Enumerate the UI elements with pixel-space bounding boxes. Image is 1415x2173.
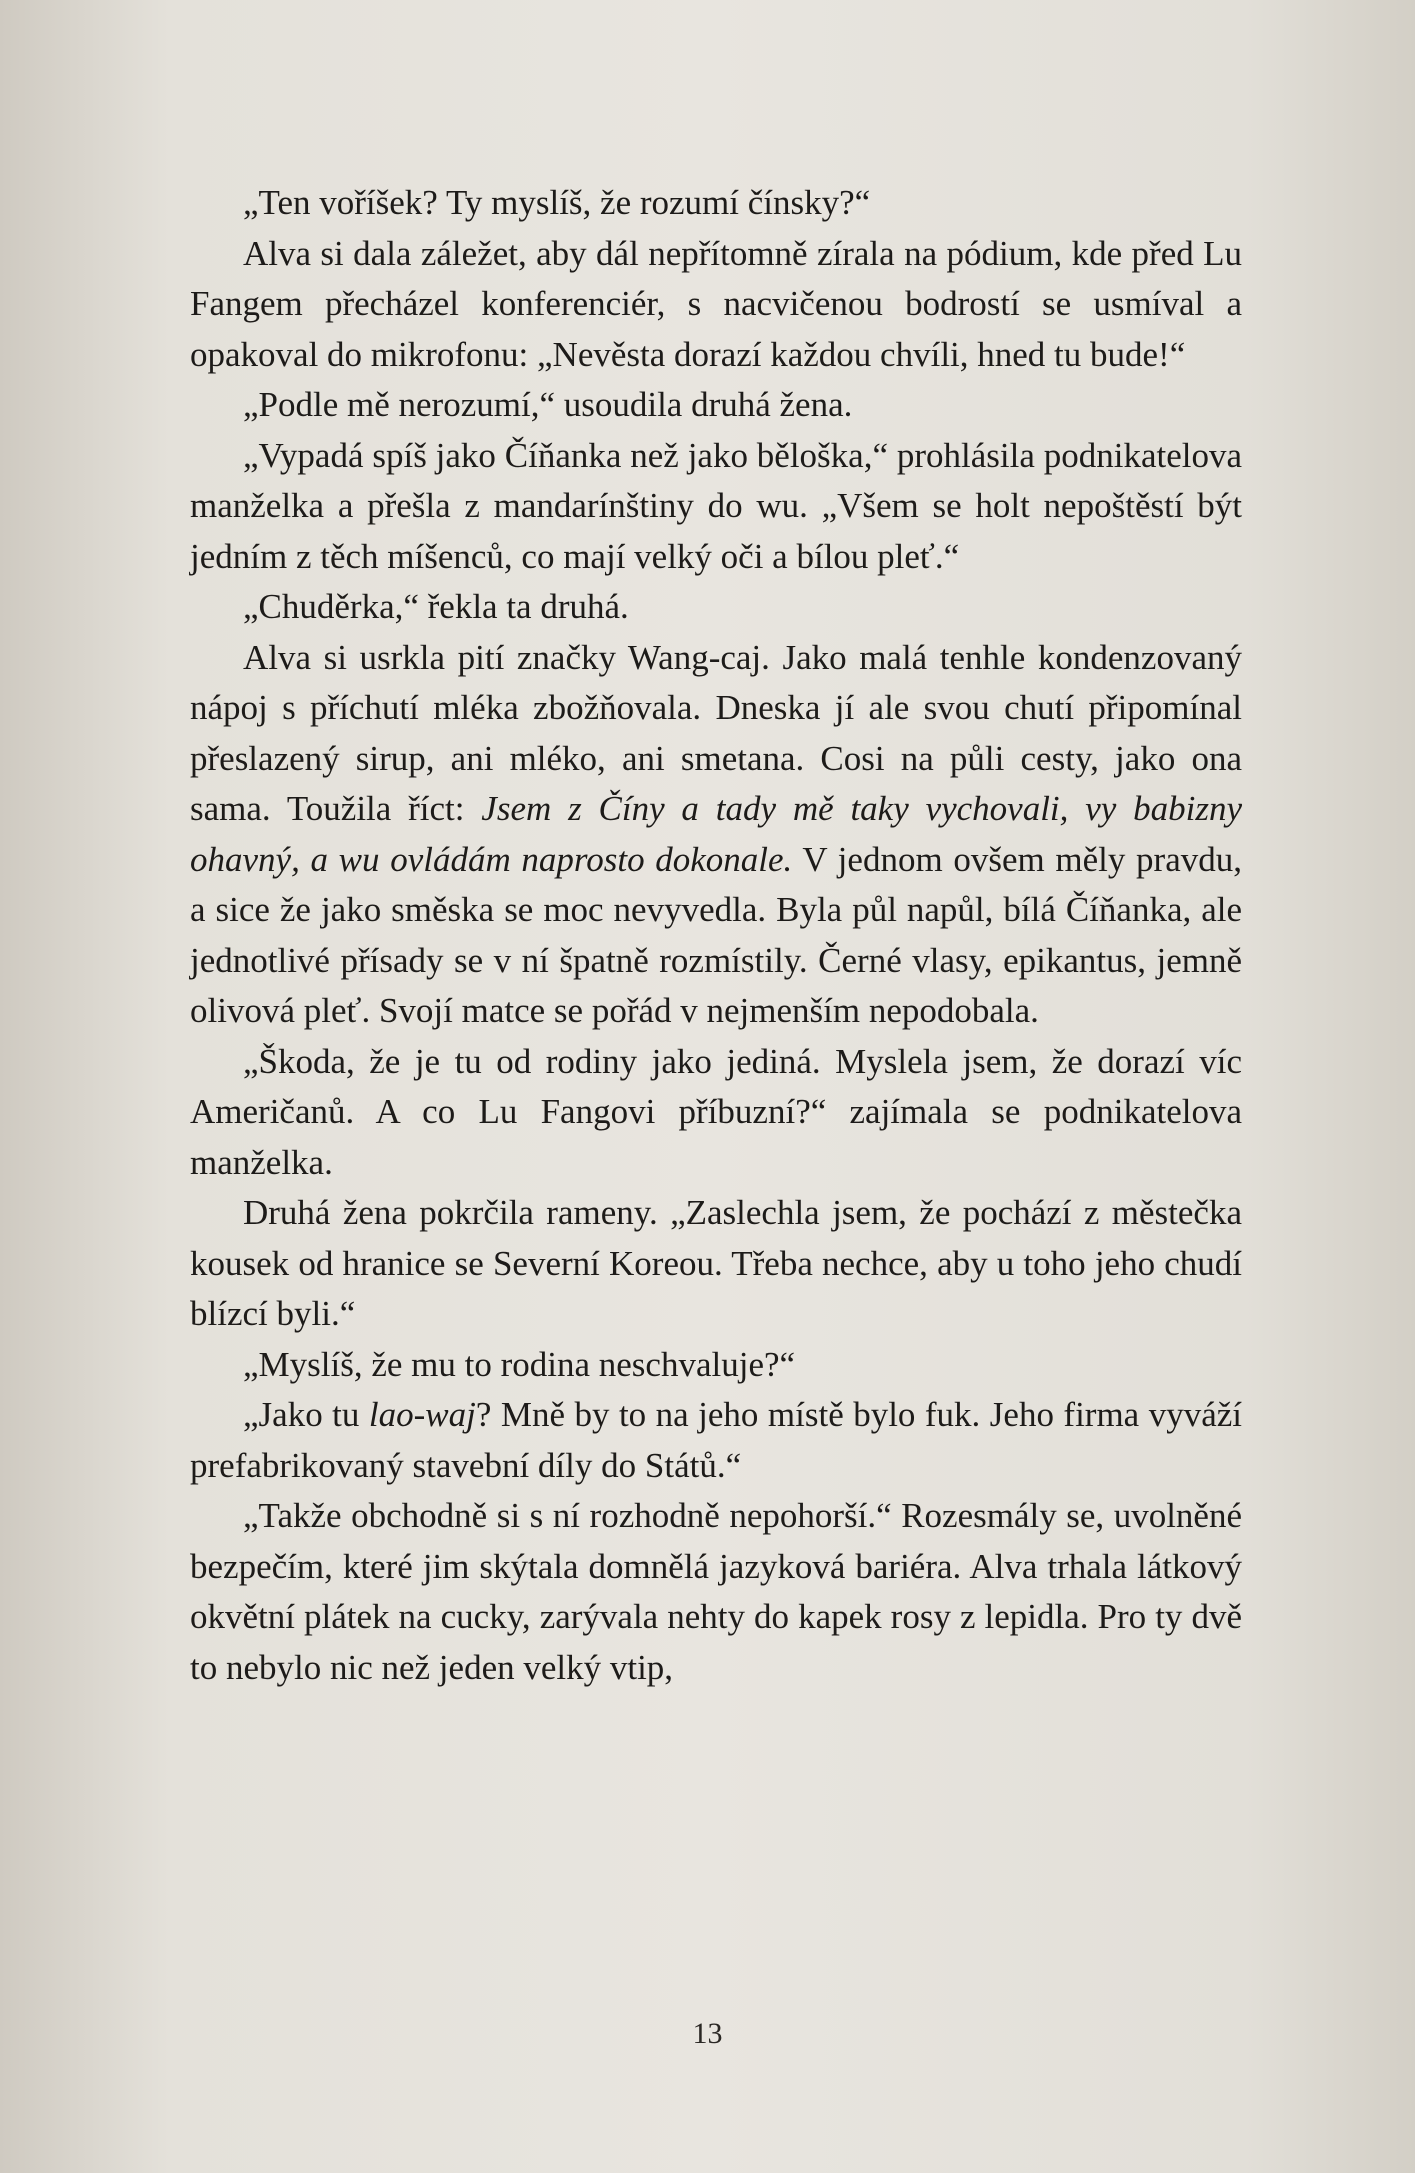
paragraph <box>190 1390 1242 1491</box>
paragraph <box>190 582 1242 633</box>
paragraph-text: „Jako tu <box>243 1395 369 1434</box>
paragraph <box>190 1037 1242 1189</box>
paragraph-text: Alva si dala záležet, aby dál nepřítomně zírala na pódium, kde před Lu Fangem přecházel konferenciér, s nacvičenou bodrostí se usmíval a opakoval do mikrofonu: „Nevěsta dorazí každou chvíli, hned tu bude!“ <box>190 233 1242 374</box>
paragraph-text: „Škoda, že je tu od rodiny jako jediná. Myslela jsem, že dorazí víc Američanů. A co Lu Fangovi příbuzní?“ zajímala se podnikatelova manželka. <box>190 1041 1242 1182</box>
paragraph <box>190 1340 1242 1391</box>
paragraph <box>190 633 1242 1037</box>
paragraph-italic-text: Jsem z Číny a tady mě taky vychovali, vy babizny ohavný, a wu ovládám naprosto dokonale. <box>190 789 1242 879</box>
paragraph-text: „Takže obchodně si s ní rozhodně nepohorší.“ Rozesmály se, uvolněné bezpečím, které jim skýtala domnělá jazyková bariéra. Alva trhala látkový okvětní plátek na cucky, zarývala nehty do kapek rosy z lepidla. Pro ty dvě to nebylo nic než jeden velký vtip, <box>190 1496 1242 1687</box>
paragraph-text: „Ten voříšek? Ty myslíš, že rozumí čínsky?“ <box>243 183 871 222</box>
paragraph <box>190 178 1242 229</box>
paragraph-text: „Chuděrka,“ řekla ta druhá. <box>243 587 629 626</box>
paragraph-text: Alva si usrkla pití značky Wang-caj. Jako malá tenhle kondenzovaný nápoj s příchutí mléka zbožňovala. Dneska jí ale svou chutí připomínal přeslazený sirup, ani mléko, ani smetana. Cosi na půli cesty, jako ona sama. Toužila říct: <box>190 637 1242 828</box>
paragraph <box>190 229 1242 381</box>
paragraph <box>190 380 1242 431</box>
paragraph <box>190 1491 1242 1693</box>
paragraph-text: Druhá žena pokrčila rameny. „Zaslechla jsem, že pochází z městečka kousek od hranice se Severní Koreou. Třeba nechce, aby u toho jeho chudí blízcí byli.“ <box>190 1193 1242 1333</box>
paragraph <box>190 1188 1242 1340</box>
paragraph-text: V jednom ovšem měly pravdu, a sice že jako směska se moc nevyvedla. Byla půl napůl, bílá Číňanka, ale jednotlivé přísady se v ní špatně rozmístily. Černé vlasy, epikantus, jemně olivová pleť. Svojí matce se pořád v nejmenším nepodobala. <box>190 839 1242 1030</box>
paragraph <box>190 431 1242 583</box>
page-number: 13 <box>692 2017 723 2050</box>
paragraph-text: „Vypadá spíš jako Číňanka než jako běloška,“ prohlásila podnikatelova manželka a přešla z mandarínštiny do wu. „Všem se holt nepoštěstí být jedním z těch míšenců, co mají velký oči a bílou pleť.“ <box>190 435 1242 576</box>
paragraph-text: „Podle mě nerozumí,“ usoudila druhá žena. <box>243 385 853 424</box>
body-text <box>190 178 1242 1693</box>
paragraph-text: ? Mně by to na jeho místě bylo fuk. Jeho firma vyváží prefabrikovaný stavební díly do Států.“ <box>190 1395 1242 1485</box>
paragraph-text: „Myslíš, že mu to rodina neschvaluje?“ <box>243 1344 796 1384</box>
paragraph-italic-text: lao-waj <box>368 1395 476 1434</box>
